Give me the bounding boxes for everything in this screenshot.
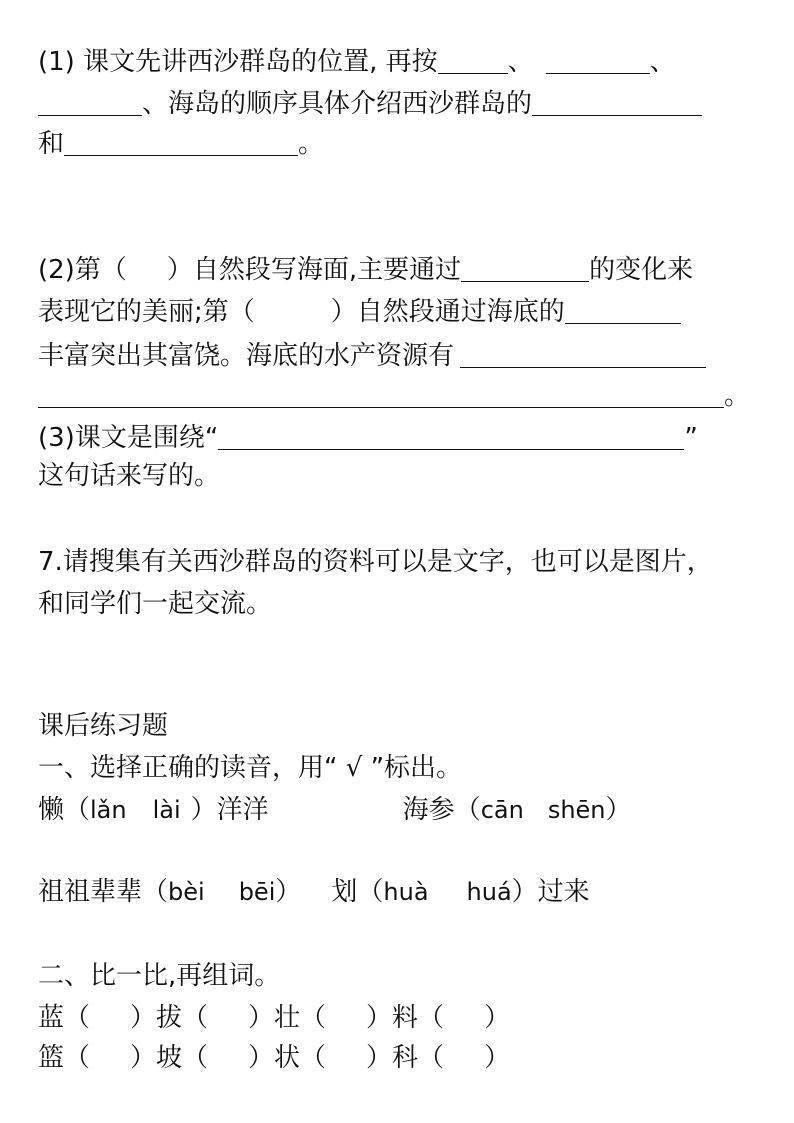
q1-line2 (38, 84, 702, 124)
pinyin-option-bei1[interactable]: bēi (238, 878, 276, 906)
q3-line2 (38, 456, 220, 496)
q3-blank-1[interactable] (218, 419, 684, 450)
pinyin-row-2 (38, 872, 590, 912)
pinyin-option-bei4[interactable]: bèi (168, 878, 205, 906)
q2-l1-b: ）自然段写海面,主要通过 (166, 255, 462, 285)
q1-line3-text: 和 (38, 129, 65, 159)
q2-blank-1[interactable] (461, 251, 589, 282)
q2-line3 (38, 336, 706, 376)
compare-lan-basket: 篮（ (38, 1043, 91, 1073)
q3-l1-b: ” (684, 423, 698, 453)
q3-line1 (38, 418, 698, 458)
q7-line1-text: 7.请搜集有关西沙群岛的资料可以是文字，也可以是图片， (38, 547, 713, 577)
q3-l1-a: (3)课文是围绕“ (38, 423, 219, 453)
q1-sep2: 、 (649, 47, 676, 77)
compare-zhuang: ）壮（ (248, 1003, 327, 1033)
compare-row-2 (38, 1038, 510, 1078)
q3-l2: 这句话来写的。 (38, 461, 221, 491)
q2-l1-c: 的变化来 (589, 255, 694, 285)
compare-row-1 (38, 998, 510, 1038)
pinyin-option-can1[interactable]: cān (480, 796, 524, 824)
compare-ke: ）科（ (366, 1043, 445, 1073)
compare-row2-end: ） (484, 1043, 511, 1073)
q1-line3 (38, 124, 324, 164)
word-zuzubeibei-end: ） (275, 877, 302, 907)
q1-sep1: 、 (507, 47, 534, 77)
q1-line2-text: 、海岛的顺序具体介绍西沙群岛的 (142, 89, 533, 119)
part2-heading (38, 956, 280, 996)
q7-line1 (38, 542, 713, 582)
q2-l1-a: (2)第（ (38, 255, 127, 285)
exercises-title-text: 课后练习题 (38, 711, 169, 741)
q1-blank-2[interactable] (546, 43, 650, 74)
q1-blank-4[interactable] (532, 85, 702, 116)
word-hua: 划（ (331, 877, 384, 907)
pinyin-option-hua2[interactable]: huá (466, 878, 512, 906)
part1-heading (38, 748, 462, 788)
q2-line1 (38, 250, 693, 290)
q2-blank-4[interactable] (38, 377, 724, 408)
compare-lan: 蓝（ (38, 1003, 91, 1033)
part2-heading-text: 二、比一比,再组词。 (38, 961, 281, 991)
part1-heading-text: 一、选择正确的读音，用“ √ ”标出。 (38, 753, 463, 783)
pinyin-option-shen1[interactable]: shēn (547, 796, 606, 824)
word-zuzubeibei: 祖祖辈辈（ (38, 877, 169, 907)
compare-po: ）坡（ (130, 1043, 209, 1073)
exercises-title (38, 706, 168, 746)
q7-line2 (38, 584, 272, 624)
q2-l2-b: ）自然段通过海底的 (330, 297, 565, 327)
pinyin-option-lai4[interactable]: lài (152, 796, 181, 824)
q2-l2-a: 表现它的美丽;第（ (38, 297, 255, 327)
compare-row1-end: ） (484, 1003, 511, 1033)
word-lan: 懒（ (38, 795, 91, 825)
q2-l4-end: 。 (724, 381, 751, 411)
pinyin-row-1 (38, 790, 632, 830)
q1-blank-3[interactable] (38, 85, 142, 116)
word-haishen: 海参（ (402, 795, 481, 825)
q2-line4 (38, 376, 750, 416)
pinyin-option-lan3[interactable]: lǎn (90, 796, 127, 824)
q2-blank-3[interactable] (460, 337, 706, 368)
q2-l3-a: 丰富突出其富饶。海底的水产资源有 (38, 341, 455, 371)
compare-zhuang-shape: ）状（ (248, 1043, 327, 1073)
pinyin-option-hua4[interactable]: huà (383, 878, 429, 906)
q1-line3-end: 。 (298, 129, 325, 159)
q1-blank-1[interactable] (438, 43, 508, 74)
compare-ba: ）拔（ (130, 1003, 209, 1033)
word-haishen-end: ） (605, 795, 632, 825)
q7-line2-text: 和同学们一起交流。 (38, 589, 273, 619)
compare-liao: ）料（ (366, 1003, 445, 1033)
word-lan-end: ）洋洋 (190, 795, 269, 825)
q1-prefix: (1) 课文先讲西沙群岛的位置, 再按 (38, 47, 438, 77)
q1-blank-5[interactable] (64, 125, 298, 156)
q2-line2 (38, 292, 681, 332)
word-hua-end: ）过来 (511, 877, 590, 907)
q2-blank-2[interactable] (565, 293, 681, 324)
q1-line1 (38, 42, 676, 82)
